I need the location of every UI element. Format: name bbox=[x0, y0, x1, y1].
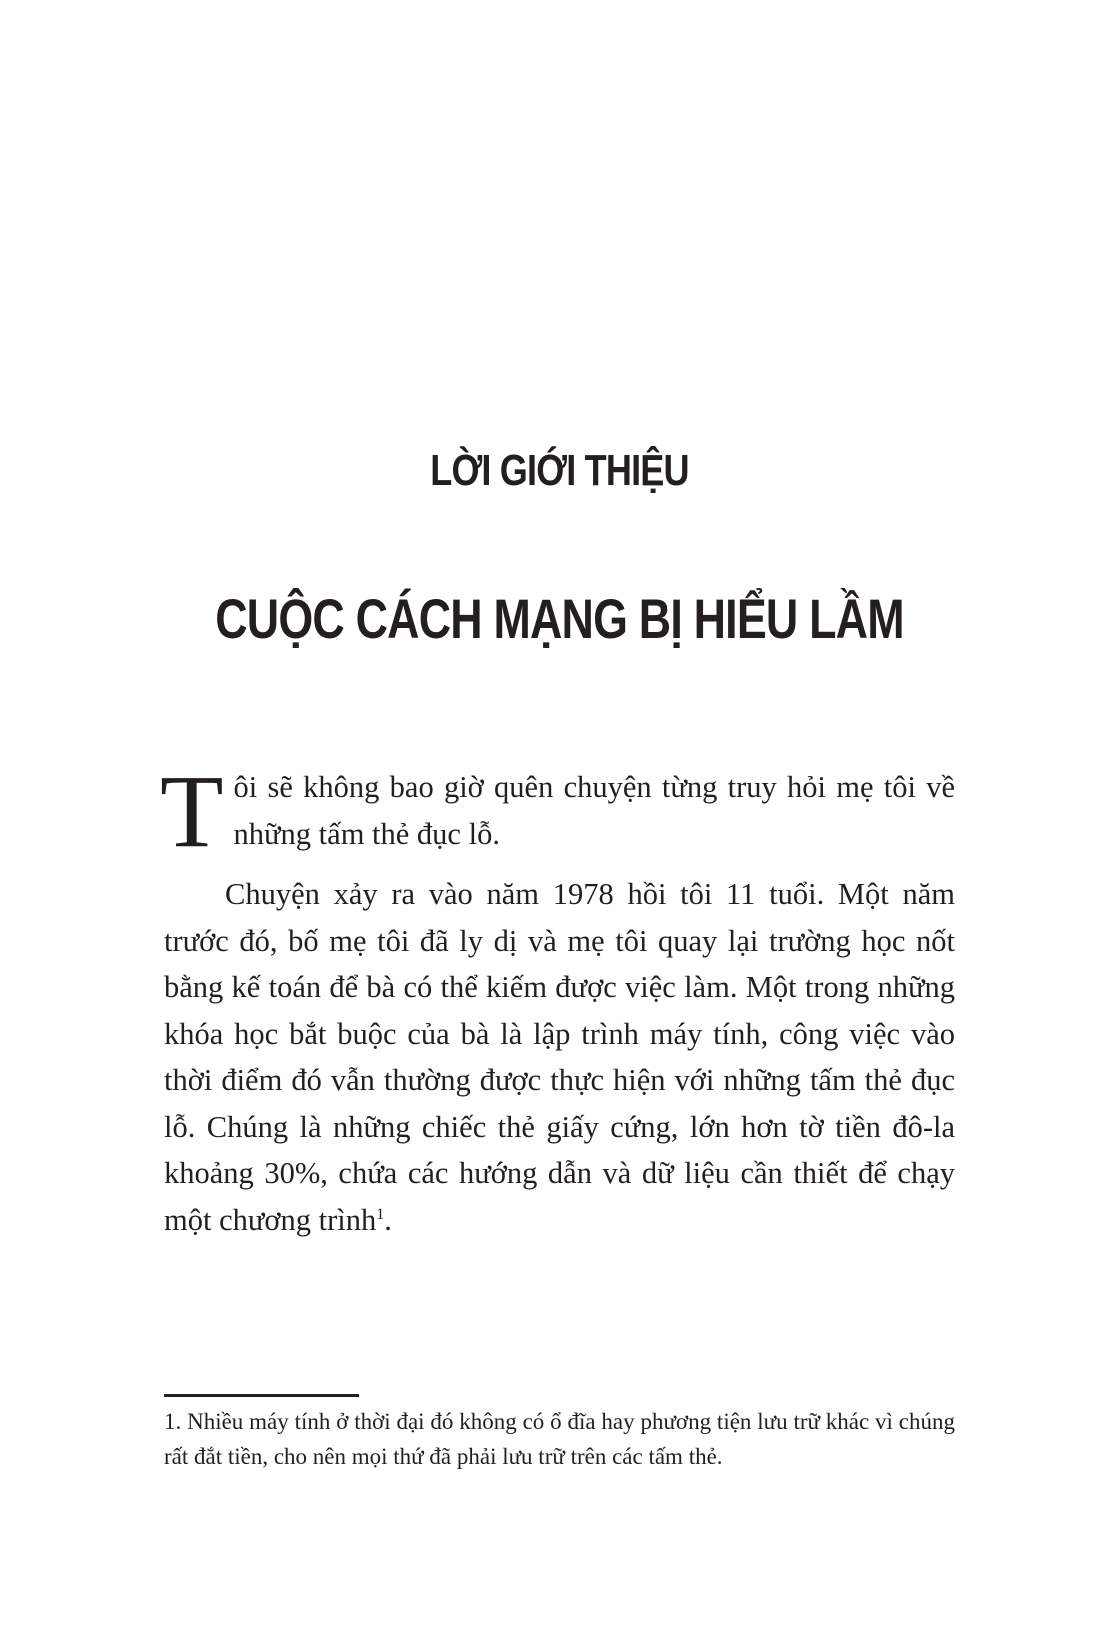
footnote: 1. Nhiều máy tính ở thời đại đó không có ổ đĩa hay phương tiện lưu trữ khác vì chúng rất đắt tiền, cho nên mọi thứ đã phải lưu trữ trên các tấm thẻ. bbox=[164, 1409, 955, 1469]
chapter-title: CUỘC CÁCH MẠNG BỊ HIỂU LẦM bbox=[215, 587, 904, 650]
footnote-divider bbox=[164, 1394, 359, 1397]
body-paragraph-text: Chuyện xảy ra vào năm 1978 hồi tôi 11 tuổi. Một năm trước đó, bố mẹ tôi đã ly dị và mẹ tôi quay lại trường học nốt bằng kế toán để bà có thể kiếm được việc làm. Một trong những khóa học bắt buộc của bà là lập trình máy tính, công việc vào thời điểm đó vẫn thường được thực hiện với những tấm thẻ đục lỗ. Chúng là những chiếc thẻ giấy cứng, lớn hơn tờ tiền đô-la khoảng 30%, chứa các hướng dẫn và dữ liệu cần thiết để chạy một chương trình bbox=[164, 877, 955, 1237]
body-text bbox=[160, 754, 955, 1243]
opening-paragraph-text: ôi sẽ không bao giờ quên chuyện từng truy hỏi mẹ tôi về những tấm thẻ đục lỗ. bbox=[233, 770, 955, 851]
opening-paragraph bbox=[160, 754, 955, 869]
body-paragraph bbox=[164, 871, 955, 1243]
chapter-label: LỜI GIỚI THIỆU bbox=[430, 446, 689, 495]
body-paragraph-end: . bbox=[384, 1202, 392, 1237]
footnote-reference[interactable]: 1 bbox=[376, 1205, 385, 1223]
drop-cap: T bbox=[160, 754, 224, 869]
